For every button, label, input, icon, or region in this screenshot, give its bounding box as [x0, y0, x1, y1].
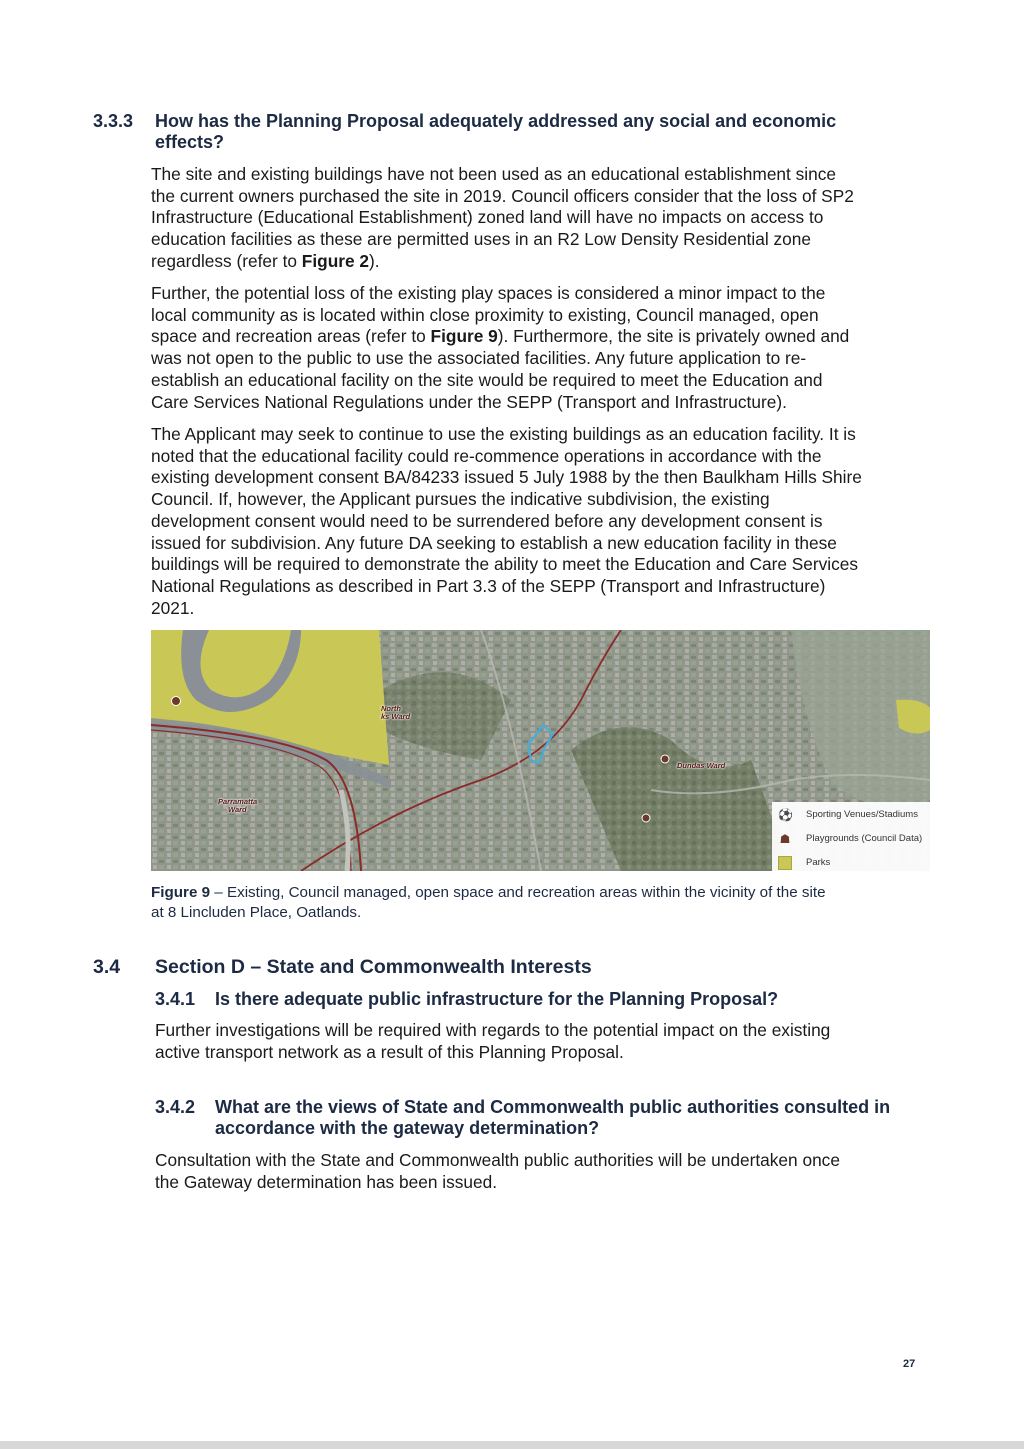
legend-label: Playgrounds (Council Data)	[806, 833, 923, 844]
heading-number: 3.4	[93, 956, 121, 978]
text-line: was not open to the public to use the associated facilities. Any future application to re-	[151, 348, 807, 369]
paragraph-infrastructure	[155, 1020, 945, 1063]
heading-text-line-1: What are the views of State and Commonwealth public authorities consulted in	[215, 1097, 891, 1117]
text-line: National Regulations as described in Part 3.3 of the SEPP (Transport and Infrastructure)	[151, 575, 826, 596]
heading-number: 3.4.2	[155, 1097, 196, 1117]
text-line: buildings will be required to demonstrate the ability to meet the Education and Care Services	[151, 554, 859, 575]
text-line: establish an educational facility on the site would be required to meet the Education and	[151, 369, 823, 390]
text-line: space and recreation areas (refer to Figure 9). Furthermore, the site is privately owned and	[151, 326, 850, 347]
sporting-venue-icon: ⚽	[778, 808, 793, 822]
text-line: the current owners purchased the site in 2019. Council officers consider that the loss of SP2	[151, 185, 854, 206]
figure-9-caption	[151, 883, 931, 923]
text-line: active transport network as a result of this Planning Proposal.	[155, 1041, 624, 1062]
park-area-east	[896, 700, 930, 734]
text-line: issued for subdivision. Any future DA seeking to establish a new education facility in these	[151, 532, 837, 553]
legend-label: Sporting Venues/Stadiums	[806, 809, 918, 820]
text-line: local community as is located within close proximity to existing, Council managed, open	[151, 304, 819, 325]
heading-3-3-3	[93, 111, 953, 155]
ward-label-parramatta: Parramatta Ward	[218, 797, 258, 814]
text-line: Further, the potential loss of the existing play spaces is considered a minor impact to the	[151, 283, 826, 303]
text-line: development consent would need to be surrendered before any development consent is	[151, 510, 823, 531]
heading-3-4-1	[155, 989, 915, 1011]
text-line: The Applicant may seek to continue to use the existing buildings as an education facility. It is	[151, 424, 856, 444]
heading-text: Section D – State and Commonwealth Interests	[155, 956, 592, 978]
playground-marker	[172, 697, 181, 706]
text-line: Infrastructure (Educational Establishment) zoned land will have no impacts on access to	[151, 207, 824, 228]
text-line: the Gateway determination has been issued.	[155, 1171, 497, 1192]
heading-number: 3.4.1	[155, 989, 196, 1009]
playground-marker	[661, 755, 669, 763]
figure-reference: Figure 9	[430, 326, 498, 347]
text-line: Further investigations will be required with regards to the potential impact on the existing	[155, 1020, 831, 1040]
caption-line: Figure 9 – Existing, Council managed, open space and recreation areas within the vicinity of the site	[151, 884, 826, 901]
text-line: The site and existing buildings have not been used as an educational establishment since	[151, 164, 836, 184]
page-number: 27	[903, 1358, 916, 1370]
heading-text-line-2: effects?	[155, 132, 225, 152]
heading-text: Is there adequate public infrastructure for the Planning Proposal?	[215, 989, 779, 1009]
text-line: noted that the educational facility could re-commence operations in accordance with the	[151, 445, 822, 466]
legend-item-sporting	[778, 806, 928, 824]
figure-label: Figure 9	[151, 884, 211, 901]
text-line: Consultation with the State and Commonwealth public authorities will be undertaken once	[155, 1150, 840, 1170]
heading-text-line-2: accordance with the gateway determination?	[215, 1118, 600, 1138]
text-line: Care Services National Regulations under the SEPP (Transport and Infrastructure).	[151, 391, 787, 412]
heading-number: 3.3.3	[93, 111, 134, 131]
heading-3-4-2	[155, 1097, 955, 1141]
page-bottom-edge	[0, 1441, 1024, 1449]
legend-label: Parks	[806, 857, 831, 868]
caption-line: at 8 Lincluden Place, Oatlands.	[151, 904, 362, 921]
ward-label-dundas: Dundas Ward	[677, 761, 726, 770]
text-line: Council. If, however, the Applicant pursues the indicative subdivision, the existing	[151, 489, 770, 510]
heading-3-4	[93, 956, 793, 980]
paragraph-play-spaces	[151, 283, 951, 413]
figure-reference: Figure 2	[301, 250, 370, 271]
playground-marker	[642, 814, 650, 822]
heading-text-line-1: How has the Planning Proposal adequately addressed any social and economic	[155, 111, 837, 131]
text-line: existing development consent BA/84233 issued 5 July 1988 by the then Baulkham Hills Shire	[151, 467, 862, 488]
ward-label-north: North ks Ward	[381, 704, 411, 721]
playground-icon: ☗	[779, 832, 791, 846]
map-legend	[772, 802, 930, 871]
text-line: education facilities as these are permitted uses in an R2 Low Density Residential zone	[151, 229, 811, 250]
legend-item-playgrounds	[778, 830, 928, 848]
legend-item-parks	[778, 854, 928, 872]
text-line: regardless (refer to Figure 2).	[151, 250, 380, 271]
park-swatch	[778, 856, 792, 870]
paragraph-site-usage	[151, 164, 951, 273]
paragraph-consultation	[155, 1150, 945, 1193]
text-line: 2021.	[151, 597, 195, 618]
paragraph-applicant	[151, 424, 971, 619]
